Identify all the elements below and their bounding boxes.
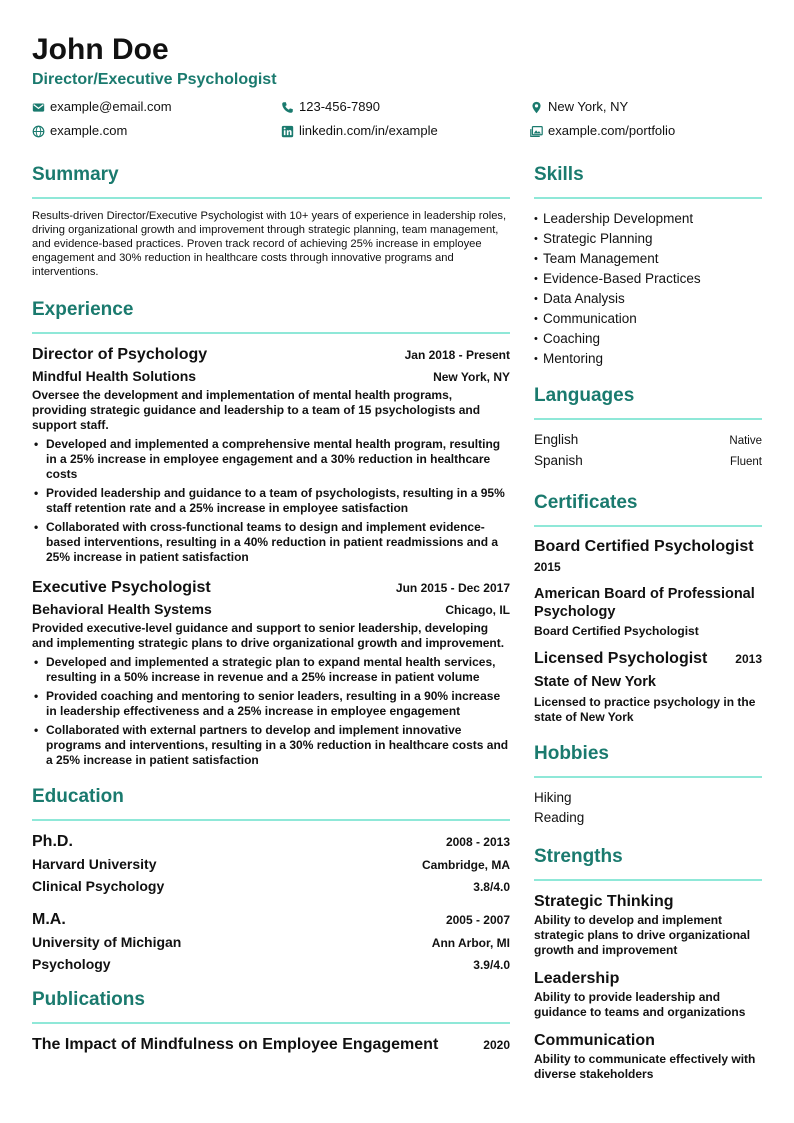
job-bullet: • Provided coaching and mentoring to senior leaders, resulting in a 90% increase in leadership effectiveness and a 25% increase in employee engagement (32, 689, 510, 719)
hobby-item: Hiking (534, 790, 572, 805)
globe-icon (32, 125, 45, 138)
linkedin-icon (281, 125, 294, 138)
job-entry (32, 344, 510, 565)
edu-location: Cambridge, MA (421, 858, 510, 872)
languages-heading: Languages (534, 383, 762, 420)
job-bullet: • Developed and implemented a strategic plan to expand mental health services, resulting in a 50% increase in revenue and a 25% increase in patient volume (32, 655, 510, 685)
contact-linkedin[interactable] (281, 122, 530, 140)
skills-list (534, 209, 762, 369)
contact-phone[interactable] (281, 98, 530, 116)
job-dates: Jun 2015 - Dec 2017 (395, 581, 510, 595)
contact-email[interactable] (32, 98, 281, 116)
education-heading: Education (32, 784, 510, 821)
phone-icon (281, 101, 294, 114)
strength-entry (534, 968, 762, 1020)
edu-gpa: 3.9/4.0 (473, 958, 510, 972)
experience-heading: Experience (32, 297, 510, 334)
certificate-entry (534, 649, 762, 725)
skill-item: • Communication (534, 309, 762, 329)
cert-description: Board Certified Psychologist (534, 624, 699, 638)
language-item (534, 430, 762, 451)
contact-location (530, 98, 762, 116)
hobby-item: Reading (534, 810, 585, 825)
edu-field: Clinical Psychology (32, 878, 165, 894)
job-title: Director of Psychology (32, 346, 208, 363)
job-bullets (32, 437, 510, 565)
strength-description: Ability to provide leadership and guidance to teams and organizations (534, 990, 746, 1019)
resume-page (32, 32, 762, 1092)
publication-title: The Impact of Mindfulness on Employee Engagement (32, 1036, 439, 1053)
linkedin-text: linkedin.com/in/example (299, 123, 438, 138)
candidate-role: Director/Executive Psychologist (32, 71, 277, 88)
edu-gpa: 3.8/4.0 (473, 880, 510, 894)
cert-year: 2015 (534, 560, 561, 574)
skill-item: • Coaching (534, 329, 762, 349)
edu-location: Ann Arbor, MI (431, 936, 510, 950)
cert-title: Licensed Psychologist (534, 650, 708, 667)
contact-info (32, 98, 762, 140)
right-column (534, 162, 762, 1092)
education-entry (32, 831, 510, 897)
edu-degree: Ph.D. (32, 833, 73, 850)
contact-portfolio[interactable] (530, 122, 762, 140)
edu-school: Harvard University (32, 856, 157, 872)
job-description: Oversee the development and implementation of mental health programs, providing strategic guidance and leadership to a team of 15 psychologists and support staff. (32, 388, 481, 432)
language-item (534, 451, 762, 472)
job-dates: Jan 2018 - Present (404, 348, 510, 362)
cert-title: Board Certified Psychologist (534, 538, 754, 555)
cert-year: 2013 (735, 652, 762, 666)
email-text: example@email.com (50, 99, 172, 114)
summary-heading: Summary (32, 162, 510, 199)
job-location: New York, NY (433, 370, 510, 384)
language-level: Native (729, 435, 762, 447)
skill-item: • Data Analysis (534, 289, 762, 309)
candidate-name: John Doe (32, 33, 169, 66)
strength-title: Strategic Thinking (534, 893, 674, 910)
job-bullet: • Developed and implemented a comprehensive mental health program, resulting in a 25% increase in employee engagement and a 30% reduction in healthcare costs (32, 437, 510, 482)
job-bullet: • Collaborated with external partners to develop and implement innovative programs and interventions, resulting in a 30% reduction in healthcare costs and a 25% increase in patient satisfaction (32, 723, 510, 768)
skill-item: • Mentoring (534, 349, 762, 369)
publication-entry (32, 1034, 510, 1056)
job-bullet: • Collaborated with cross-functional teams to design and implement evidence-based interventions, resulting in a 40% reduction in patient readmissions and a 25% increase in patient satisfaction (32, 520, 510, 565)
job-company: Mindful Health Solutions (32, 368, 197, 384)
portfolio-text: example.com/portfolio (548, 123, 676, 138)
skills-heading: Skills (534, 162, 762, 199)
language-name: Spanish (534, 453, 583, 468)
portfolio-icon (530, 125, 543, 138)
strengths-heading: Strengths (534, 844, 762, 881)
language-level: Fluent (730, 456, 762, 468)
summary-text: Results-driven Director/Executive Psychologist with 10+ years of experience in leadership roles, driving organizational growth and improvement through strategic planning, team management, and evidence-based practices. Proven track record of achieving 25% increase in employee engagement and 30% reduction in healthcare costs through innovative programs and interventions. (32, 210, 507, 278)
edu-school: University of Michigan (32, 934, 182, 950)
cert-issuer: State of New York (534, 674, 656, 690)
strength-title: Leadership (534, 970, 620, 987)
edu-dates: 2008 - 2013 (445, 835, 510, 849)
job-location: Chicago, IL (445, 603, 510, 617)
strength-description: Ability to develop and implement strategic plans to drive organizational growth and improvement (534, 913, 751, 957)
email-icon (32, 101, 45, 114)
skill-item: • Evidence-Based Practices (534, 269, 762, 289)
skill-item: • Leadership Development (534, 209, 762, 229)
certificates-heading: Certificates (534, 490, 762, 527)
strength-entry (534, 1030, 762, 1082)
strength-title: Communication (534, 1032, 655, 1049)
contact-website[interactable] (32, 122, 281, 140)
left-column (32, 162, 510, 1092)
hobbies-heading: Hobbies (534, 741, 762, 778)
cert-issuer: American Board of Professional Psychology (534, 586, 755, 620)
skill-item: • Team Management (534, 249, 762, 269)
skill-item: • Strategic Planning (534, 229, 762, 249)
education-entry (32, 909, 510, 975)
edu-field: Psychology (32, 956, 111, 972)
job-description: Provided executive-level guidance and support to senior leadership, developing and implementing strategic plans to drive organizational growth and improvement. (32, 621, 505, 650)
job-bullet: • Provided leadership and guidance to a team of psychologists, resulting in a 95% staff retention rate and a 25% increase in employee satisfaction (32, 486, 510, 516)
strength-entry (534, 891, 762, 958)
job-company: Behavioral Health Systems (32, 601, 212, 617)
language-name: English (534, 432, 579, 447)
location-pin-icon (530, 101, 543, 114)
phone-text: 123-456-7890 (299, 99, 380, 114)
edu-dates: 2005 - 2007 (445, 913, 510, 927)
cert-description: Licensed to practice psychology in the state of New York (534, 695, 756, 724)
website-text: example.com (50, 123, 128, 138)
job-title: Executive Psychologist (32, 579, 211, 596)
certificate-entry (534, 537, 762, 639)
edu-degree: M.A. (32, 911, 66, 928)
publications-heading: Publications (32, 987, 510, 1024)
publication-year: 2020 (483, 1038, 510, 1052)
job-bullets (32, 655, 510, 768)
job-entry (32, 577, 510, 768)
location-text: New York, NY (548, 99, 629, 114)
strength-description: Ability to communicate effectively with diverse stakeholders (534, 1052, 756, 1081)
